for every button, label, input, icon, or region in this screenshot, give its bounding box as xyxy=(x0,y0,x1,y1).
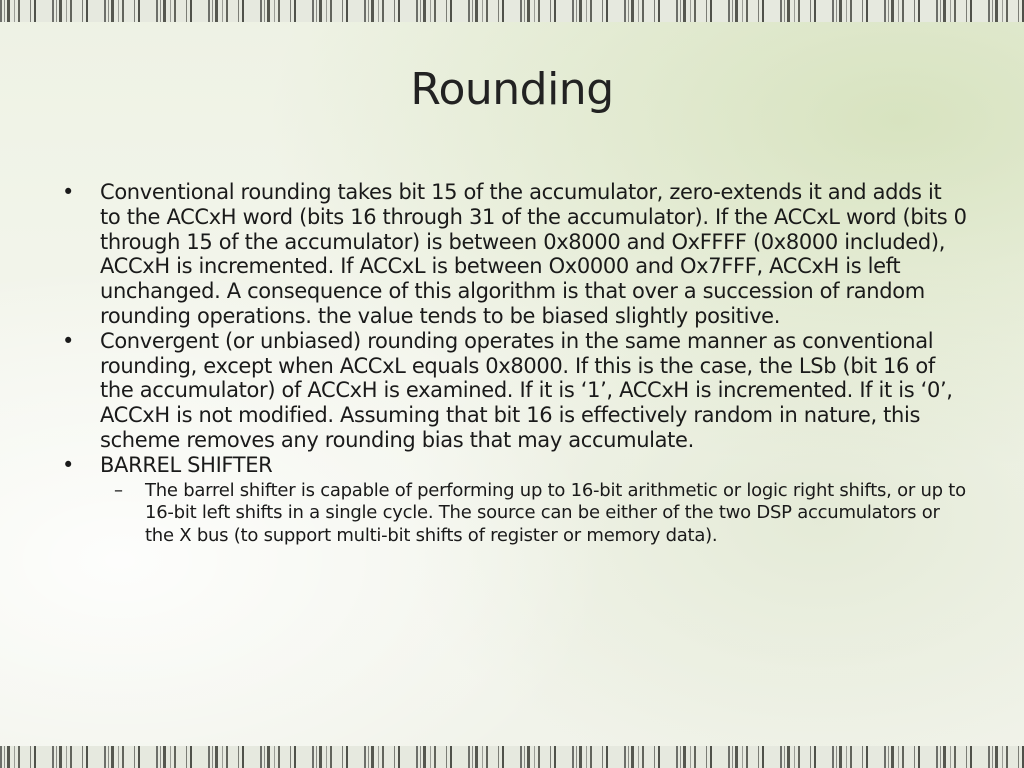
top-decorative-border xyxy=(0,0,1024,22)
bottom-decorative-border xyxy=(0,746,1024,768)
slide-title: Rounding xyxy=(410,64,614,115)
sub-bullet-text: The barrel shifter is capable of performing up to 16-bit arithmetic or logic right shifts, or up to 16-bit left shifts in a single cycle. The source can be either of the two DSP accumulators or the X bus (to support multi-bit shifts of register or memory data). xyxy=(145,479,966,546)
bullet-marker: • xyxy=(62,180,75,204)
bullet-convergent-rounding xyxy=(62,329,967,453)
bullet-text: Conventional rounding takes bit 15 of the accumulator, zero-extends it and adds it to the ACCxH word (bits 16 through 31 of the accumulator). If the ACCxL word (bits 0 through 15 of the accumulator) is between 0x8000 and OxFFFF (0x8000 included), ACCxH is incremented. If ACCxL is between Ox0000 and Ox7FFF, ACCxH is left unchanged. A consequence of this algorithm is that over a succession of random rounding operations. the value tends to be biased slightly positive. xyxy=(100,180,967,328)
bullet-marker: • xyxy=(62,328,75,353)
bullet-conventional-rounding xyxy=(62,180,967,329)
bullet-text: Convergent (or unbiased) rounding operates in the same manner as conventional rounding, except when ACCxL equals 0x8000. If this is the case, the LSb (bit 16 of the accumulator) of ACCxH is examined. If it is ‘1’, ACCxH is incremented. If it is ‘0’, ACCxH is not modified. Assuming that bit 16 is effectively random in nature, this scheme removes any rounding bias that may accumulate. xyxy=(100,328,953,452)
sub-bullet-marker: – xyxy=(114,479,123,501)
bullet-text: BARREL SHIFTER xyxy=(100,452,273,477)
bullet-marker: • xyxy=(62,452,75,477)
bullet-barrel-shifter xyxy=(62,453,967,478)
slide-body xyxy=(62,180,967,547)
sub-bullet-barrel-shifter-description xyxy=(62,480,967,548)
